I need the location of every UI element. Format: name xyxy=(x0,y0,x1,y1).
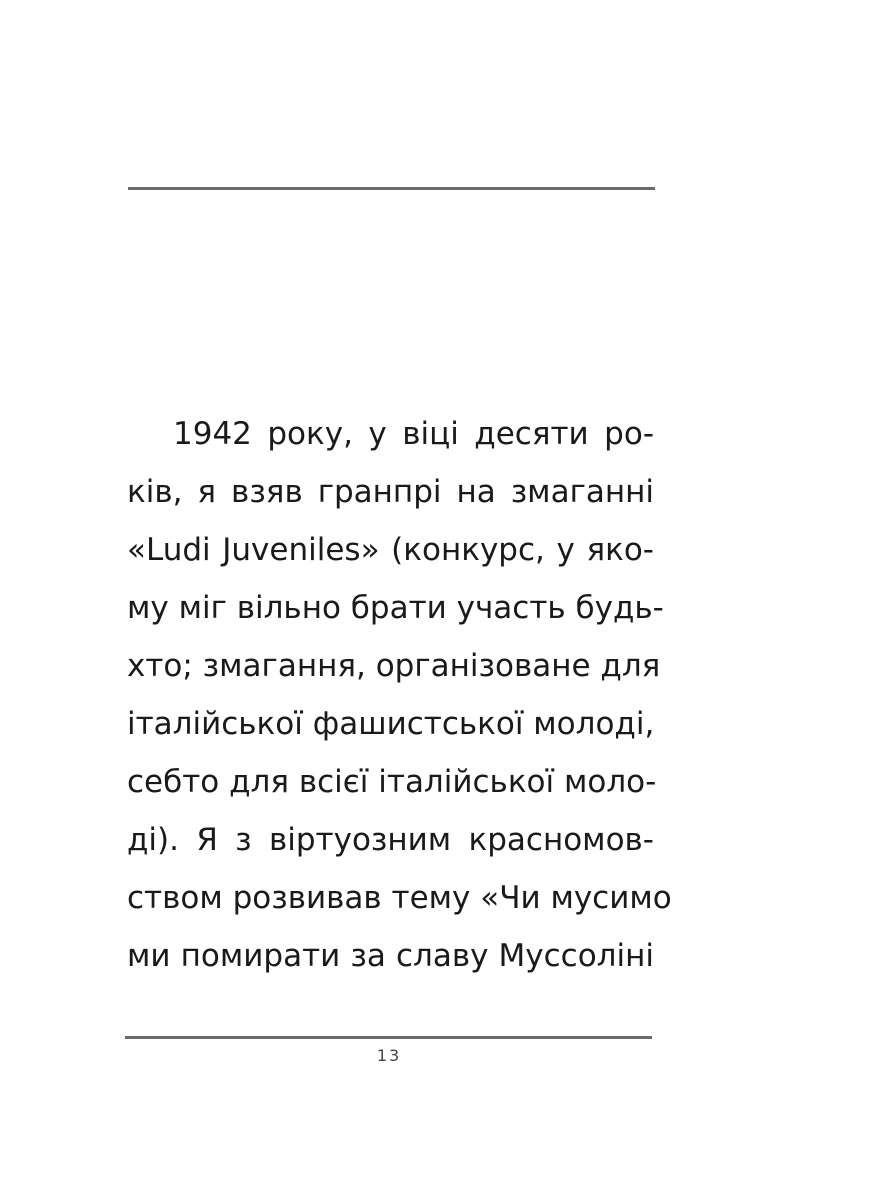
body-paragraph xyxy=(127,405,672,985)
paragraph-line: ми помирати за славу Муссоліні xyxy=(127,938,654,974)
top-rule xyxy=(128,187,655,190)
paragraph-line: себто для всієї італійської моло- xyxy=(127,764,657,800)
paragraph-line: му міг вільно брати участь будь- xyxy=(127,590,664,626)
paragraph-line: «Ludi Juveniles» (конкурс, у яко- xyxy=(127,532,654,568)
paragraph-line: ством розвивав тему «Чи мусимо xyxy=(127,880,672,916)
paragraph-line: ків, я взяв гранпрі на змаганні xyxy=(127,474,654,510)
paragraph-line: ді). Я з віртуозним красномов- xyxy=(127,822,654,858)
paragraph-line: 1942 року, у віці десяти ро- xyxy=(173,416,654,452)
page-number: 13 xyxy=(376,1046,402,1065)
paragraph-line: італійської фашистської молоді, xyxy=(127,706,655,742)
paragraph-line: хто; змагання, організоване для xyxy=(127,648,661,684)
bottom-rule xyxy=(125,1036,652,1039)
